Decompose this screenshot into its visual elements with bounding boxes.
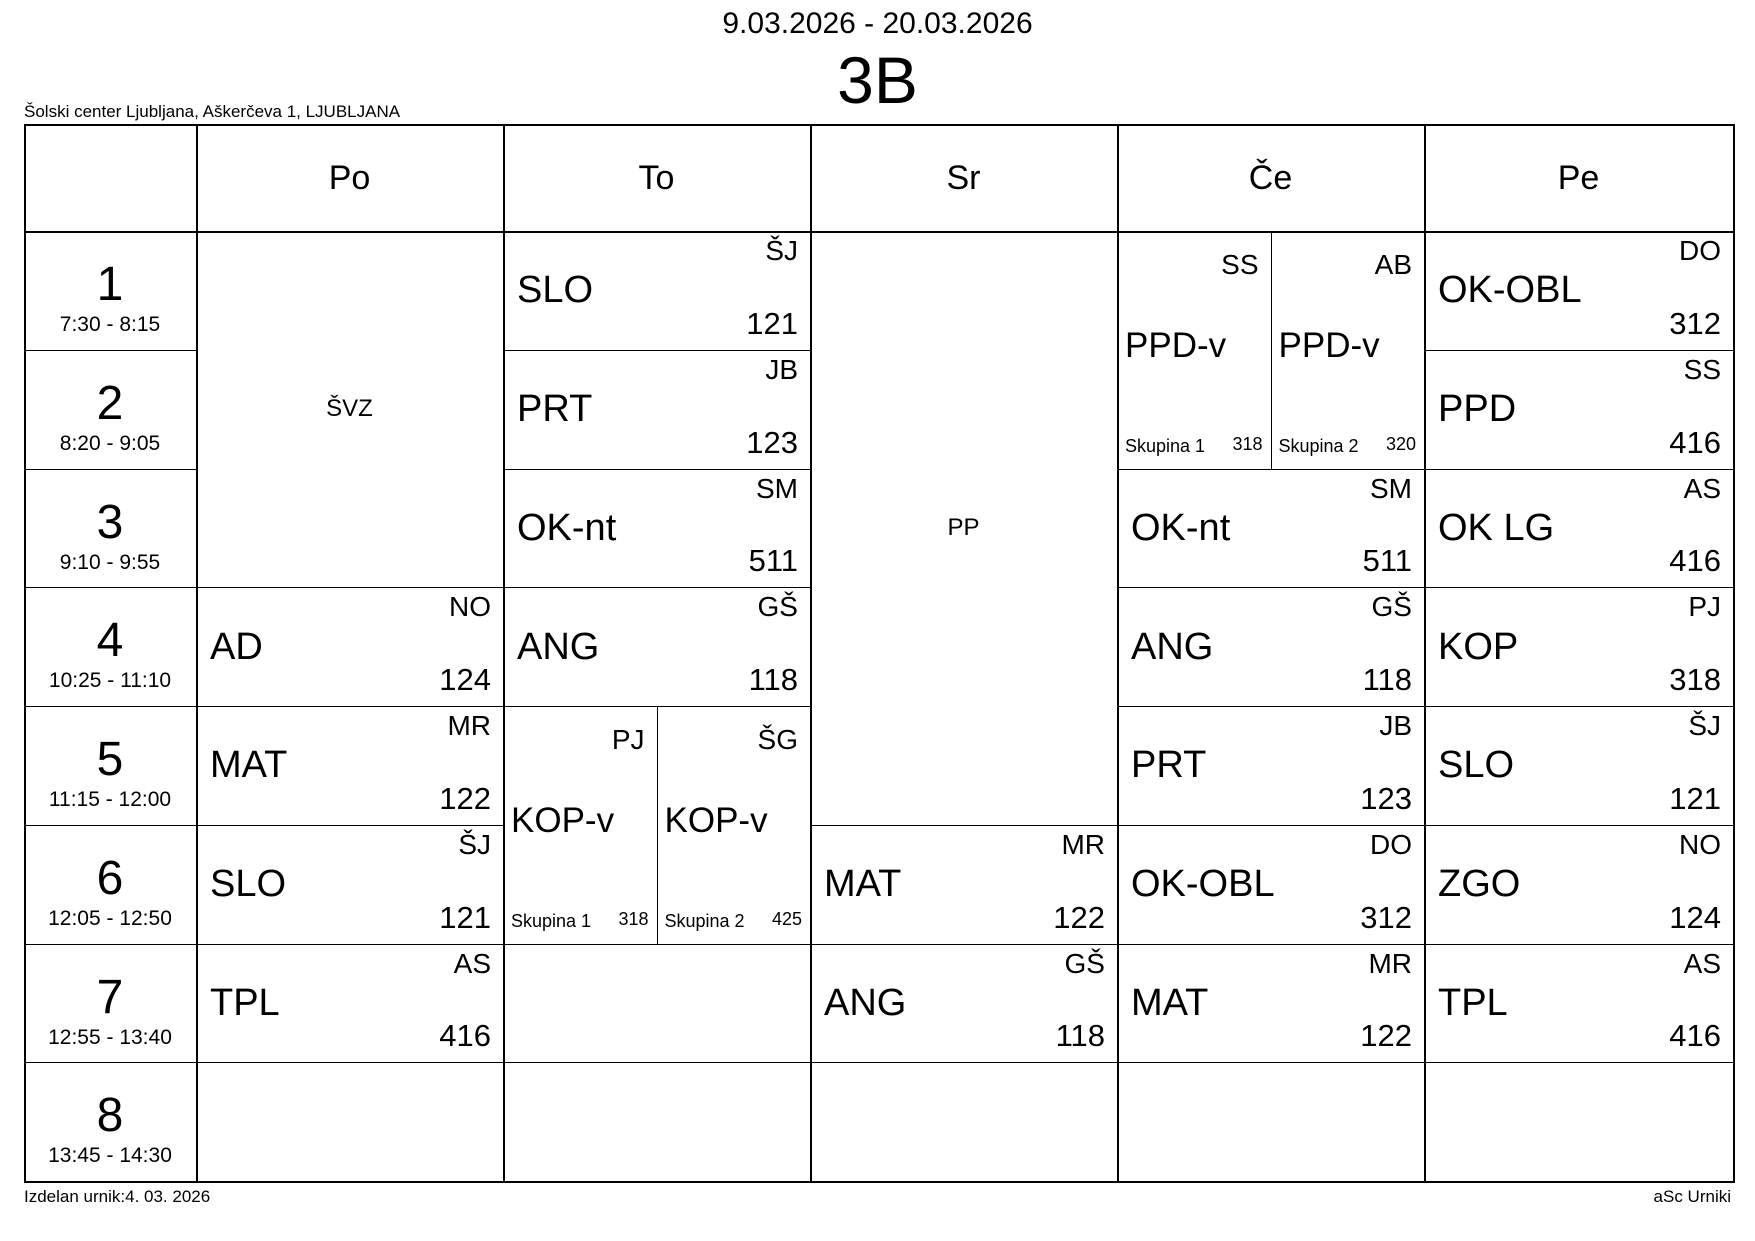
day-header: To [638,158,675,197]
row-divider [503,944,810,945]
period-number: 2 [96,376,124,430]
created-date: Izdelan urnik:4. 03. 2026 [24,1187,211,1206]
subject-code: MAT [1131,981,1209,1024]
subject-code: ANG [824,981,907,1024]
room-number: 425 [771,908,802,929]
day-header: Če [1248,158,1293,197]
room-number: 118 [1362,662,1412,697]
room-number: 318 [618,908,649,929]
software-credit: aSc Urniki [1653,1187,1731,1206]
teacher-code: DO [1679,235,1721,266]
group-name: Skupina 1 [1125,435,1206,456]
row-divider [1424,1062,1733,1063]
group-lesson-cell[interactable] [657,706,811,944]
subject-code: SLO [1438,744,1515,787]
lesson-cell[interactable] [1117,587,1424,706]
teacher-code: MR [1061,828,1105,860]
teacher-code: AS [1683,947,1721,979]
subject-code: SLO [210,863,287,906]
room-number: 118 [748,662,798,697]
row-divider [196,1062,503,1063]
room-number: 318 [1669,662,1721,697]
lesson-cell[interactable] [196,587,503,706]
group-lesson-cell[interactable] [1271,231,1425,469]
room-number: 122 [439,780,491,816]
lesson-cell[interactable] [1117,469,1424,588]
subject-code: MAT [824,863,902,906]
room-number: 122 [1053,899,1105,935]
room-number: 122 [1360,1018,1412,1054]
room-number: 318 [1232,433,1263,454]
room-number: 312 [1669,305,1721,341]
period-time: 8:20 - 9:05 [59,431,161,455]
room-number: 511 [1362,543,1412,579]
room-number: 124 [1669,899,1721,935]
subject-code: ZGO [1438,863,1521,906]
lesson-cell[interactable] [1424,825,1733,944]
subject-code: PRT [1131,744,1207,787]
lesson-cell[interactable] [1117,825,1424,944]
lesson-cell[interactable] [503,469,810,588]
lesson-cell[interactable] [1424,469,1733,588]
period-number: 7 [96,970,124,1024]
room-number: 124 [439,662,491,697]
activity-label: PP [947,513,980,541]
period-label [24,1062,196,1181]
period-number: 1 [96,258,124,311]
room-number: 123 [1360,780,1412,816]
subject-code: OK-nt [517,506,617,549]
teacher-code: NO [1679,828,1721,860]
teacher-code: ŠJ [1688,710,1721,741]
teacher-code: SM [756,472,798,504]
room-number: 118 [1055,1018,1105,1054]
period-time: 9:10 - 9:55 [59,550,161,574]
lesson-cell[interactable] [1424,944,1733,1063]
activity-block[interactable] [810,231,1117,825]
lesson-cell[interactable] [196,944,503,1063]
teacher-code: AB [1374,249,1412,280]
lesson-cell[interactable] [810,825,1117,944]
subject-code: OK-nt [1131,506,1231,549]
subject-code: ANG [517,625,600,668]
teacher-code: SS [1221,249,1259,280]
subject-code: OK-OBL [1131,863,1275,906]
teacher-code: AS [453,947,491,979]
room-number: 320 [1385,433,1416,454]
lesson-cell[interactable] [503,231,810,350]
subject-code: KOP [1438,625,1519,668]
room-number: 121 [439,899,491,935]
period-label [24,706,196,825]
teacher-code: SM [1370,472,1412,504]
teacher-code: JB [765,353,798,385]
teacher-code: GŠ [1371,591,1412,623]
period-time: 13:45 - 14:30 [48,1144,172,1168]
day-header: Pe [1557,158,1600,197]
lesson-cell[interactable] [1117,706,1424,825]
teacher-code: JB [1379,710,1412,741]
period-time: 10:25 - 11:10 [48,669,172,693]
period-label [24,587,196,706]
period-number: 3 [96,495,124,549]
subject-code: PRT [517,388,593,431]
group-lesson-cell[interactable] [503,706,657,944]
teacher-code: ŠJ [765,235,798,266]
lesson-cell[interactable] [1424,350,1733,469]
teacher-code: PJ [611,724,645,755]
room-number: 416 [1669,1018,1721,1054]
activity-block[interactable] [196,231,503,587]
subject-code: AD [210,625,263,668]
teacher-code: DO [1370,828,1412,860]
room-number: 123 [746,424,798,460]
subject-code: SLO [517,269,594,312]
period-label [24,350,196,469]
teacher-code: MR [447,710,491,741]
subject-code: TPL [210,981,280,1024]
subject-code: KOP-v [664,800,768,840]
subject-code: MAT [210,744,288,787]
lesson-cell[interactable] [503,587,810,706]
subject-code: OK-OBL [1438,269,1582,312]
teacher-code: PJ [1688,591,1721,623]
lesson-cell[interactable] [196,706,503,825]
subject-code: TPL [1438,981,1508,1024]
school-name: Šolski center Ljubljana, Aškerčeva 1, LJUBLJANA [24,102,401,121]
subject-code: OK LG [1438,506,1555,549]
class-title: 3B [837,43,918,117]
period-label [24,469,196,588]
lesson-cell[interactable] [1424,231,1733,350]
period-label [24,944,196,1063]
teacher-code: MR [1368,947,1412,979]
room-number: 511 [748,543,798,579]
room-number: 416 [439,1018,491,1054]
group-name: Skupina 1 [511,910,592,931]
lesson-cell[interactable] [196,825,503,944]
teacher-code: GŠ [1064,947,1105,979]
subject-code: ANG [1131,625,1214,668]
activity-label: ŠVZ [326,395,373,423]
teacher-code: GŠ [757,591,798,623]
teacher-code: SS [1683,353,1721,385]
date-range: 9.03.2026 - 20.03.2026 [722,7,1033,40]
period-number: 8 [96,1089,124,1143]
row-divider [1117,1062,1424,1063]
subject-code: PPD [1438,388,1517,431]
day-header: Po [328,158,371,197]
period-label [24,825,196,944]
lesson-cell[interactable] [1424,587,1733,706]
day-header: Sr [946,158,981,197]
room-number: 312 [1360,899,1412,935]
room-number: 121 [1669,780,1721,816]
grid-border-bottom [24,1181,1735,1183]
subject-code: PPD-v [1278,325,1380,365]
row-divider [503,1062,810,1063]
period-number: 6 [96,851,124,905]
group-name: Skupina 2 [664,910,745,931]
subject-code: KOP-v [511,800,615,840]
group-name: Skupina 2 [1278,435,1359,456]
teacher-code: ŠG [757,724,798,755]
period-number: 5 [96,733,124,786]
period-label [24,231,196,350]
teacher-code: NO [449,591,491,623]
subject-code: PPD-v [1125,325,1227,365]
teacher-code: ŠJ [458,828,491,860]
room-number: 416 [1669,543,1721,579]
teacher-code: AS [1683,472,1721,504]
period-time: 12:05 - 12:50 [48,906,172,930]
lesson-cell[interactable] [503,350,810,469]
room-number: 121 [746,305,798,341]
lesson-cell[interactable] [1424,706,1733,825]
row-divider [810,1062,1117,1063]
group-lesson-cell[interactable] [1117,231,1271,469]
lesson-cell[interactable] [810,944,1117,1063]
period-time: 11:15 - 12:00 [48,788,172,811]
room-number: 416 [1669,424,1721,460]
lesson-cell[interactable] [1117,944,1424,1063]
period-number: 4 [96,614,124,668]
period-time: 12:55 - 13:40 [48,1025,172,1049]
grid-border-right [1733,124,1735,1183]
period-time: 7:30 - 8:15 [59,313,161,336]
